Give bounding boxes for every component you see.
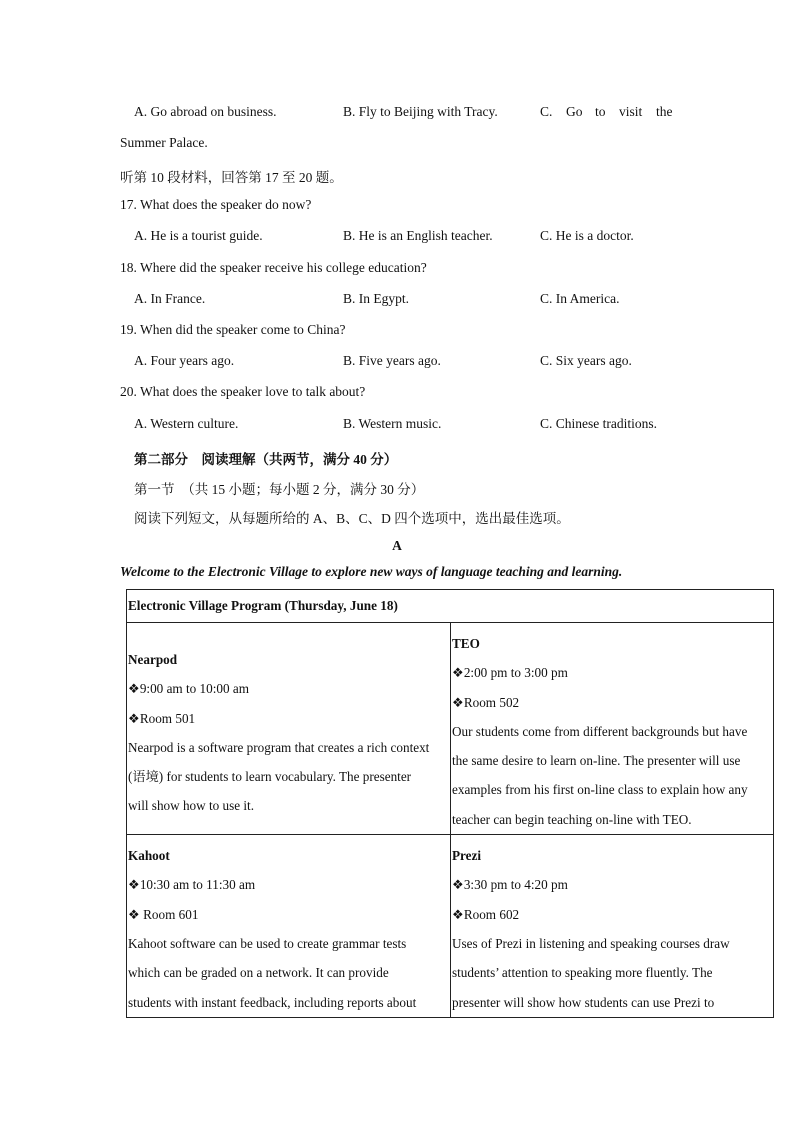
session-room: ❖Room 502 [452,694,520,710]
passage-label: A [392,538,402,553]
session-room: ❖Room 501 [128,710,196,726]
session-title: Kahoot [128,848,170,864]
session-title: Nearpod [128,652,178,667]
session-desc-line: Nearpod is a software program that creates a rich context [128,739,430,755]
session-time: ❖3:30 pm to 4:20 pm [452,877,568,893]
q18-option-b: B. In Egypt. [343,291,409,306]
session-desc-line: will show how to use it. [128,798,255,814]
session-time: ❖10:30 am to 11:30 am [128,877,256,893]
program-cell-prezi [451,835,774,1018]
option-c-word5: the [656,104,673,119]
q18-option-a: A. In France. [134,291,206,306]
session-desc-line: Uses of Prezi in listening and speaking courses draw [452,935,730,951]
part2-heading: 第二部分 阅读理解（共两节，满分 40 分） [134,452,398,467]
option-c-continued: Summer Palace. [120,135,208,150]
option-c-word2: Go [566,104,583,119]
q20-option-a: A. Western culture. [134,416,239,431]
q19-option-a: A. Four years ago. [134,353,235,368]
reading-directions: 阅读下列短文，从每题所给的 A、B、C、D 四个选项中，选出最佳选项。 [134,511,570,526]
question-20: 20. What does the speaker love to talk about? [120,384,366,399]
program-cell-nearpod [127,623,451,835]
program-table [126,589,774,1018]
session-desc-line: the same desire to learn on-line. The presenter will use [452,753,741,769]
session-desc-line: examples from his first on-line class to explain how any [452,782,748,798]
q17-option-b: B. He is an English teacher. [343,228,493,243]
q18-option-c: C. In America. [540,291,620,306]
passage-intro: Welcome to the Electronic Village to explore new ways of language teaching and learning. [120,564,623,579]
q20-option-b: B. Western music. [343,416,442,431]
program-cell-kahoot [127,835,451,1018]
question-17: 17. What does the speaker do now? [120,197,312,212]
q17-option-a: A. He is a tourist guide. [134,228,263,243]
option-c-word4: visit [619,104,643,119]
option-b-line1: B. Fly to Beijing with Tracy. [343,104,498,119]
session-desc-line: (语境) for students to learn vocabulary. The presenter [128,769,412,785]
option-a-line1: A. Go abroad on business. [134,104,277,119]
question-18: 18. Where did the speaker receive his college education? [120,260,427,275]
q19-option-c: C. Six years ago. [540,353,632,368]
session-desc-line: Our students come from different backgrounds but have [452,723,748,739]
session-desc-line: students with instant feedback, including reports about [128,994,417,1010]
session-desc-line: students’ attention to speaking more fluently. The [452,965,713,981]
q19-option-b: B. Five years ago. [343,353,441,368]
session-time: ❖2:00 pm to 3:00 pm [452,665,568,681]
program-header: Electronic Village Program (Thursday, June 18) [127,590,774,623]
section1-heading: 第一节 （共 15 小题；每小题 2 分，满分 30 分） [134,482,425,497]
option-c-word3: to [595,104,606,119]
session-desc-line: Kahoot software can be used to create grammar tests [128,935,407,951]
program-cell-teo [451,623,774,835]
listening-instruction: 听第 10 段材料，回答第 17 至 20 题。 [120,170,343,185]
session-desc-line: presenter will show how students can use Prezi to [452,994,715,1010]
question-19: 19. When did the speaker come to China? [120,322,346,337]
session-desc-line: which can be graded on a network. It can provide [128,965,389,981]
q20-option-c: C. Chinese traditions. [540,416,657,431]
session-title: Prezi [452,848,482,864]
option-c-word1: C. [540,104,553,119]
q17-option-c: C. He is a doctor. [540,228,634,243]
session-room: ❖ Room 601 [128,906,199,922]
session-desc-line: teacher can begin teaching on-line with TEO. [452,811,692,827]
session-title: TEO [452,636,480,651]
session-time: ❖9:00 am to 10:00 am [128,681,249,697]
session-room: ❖Room 602 [452,906,520,922]
